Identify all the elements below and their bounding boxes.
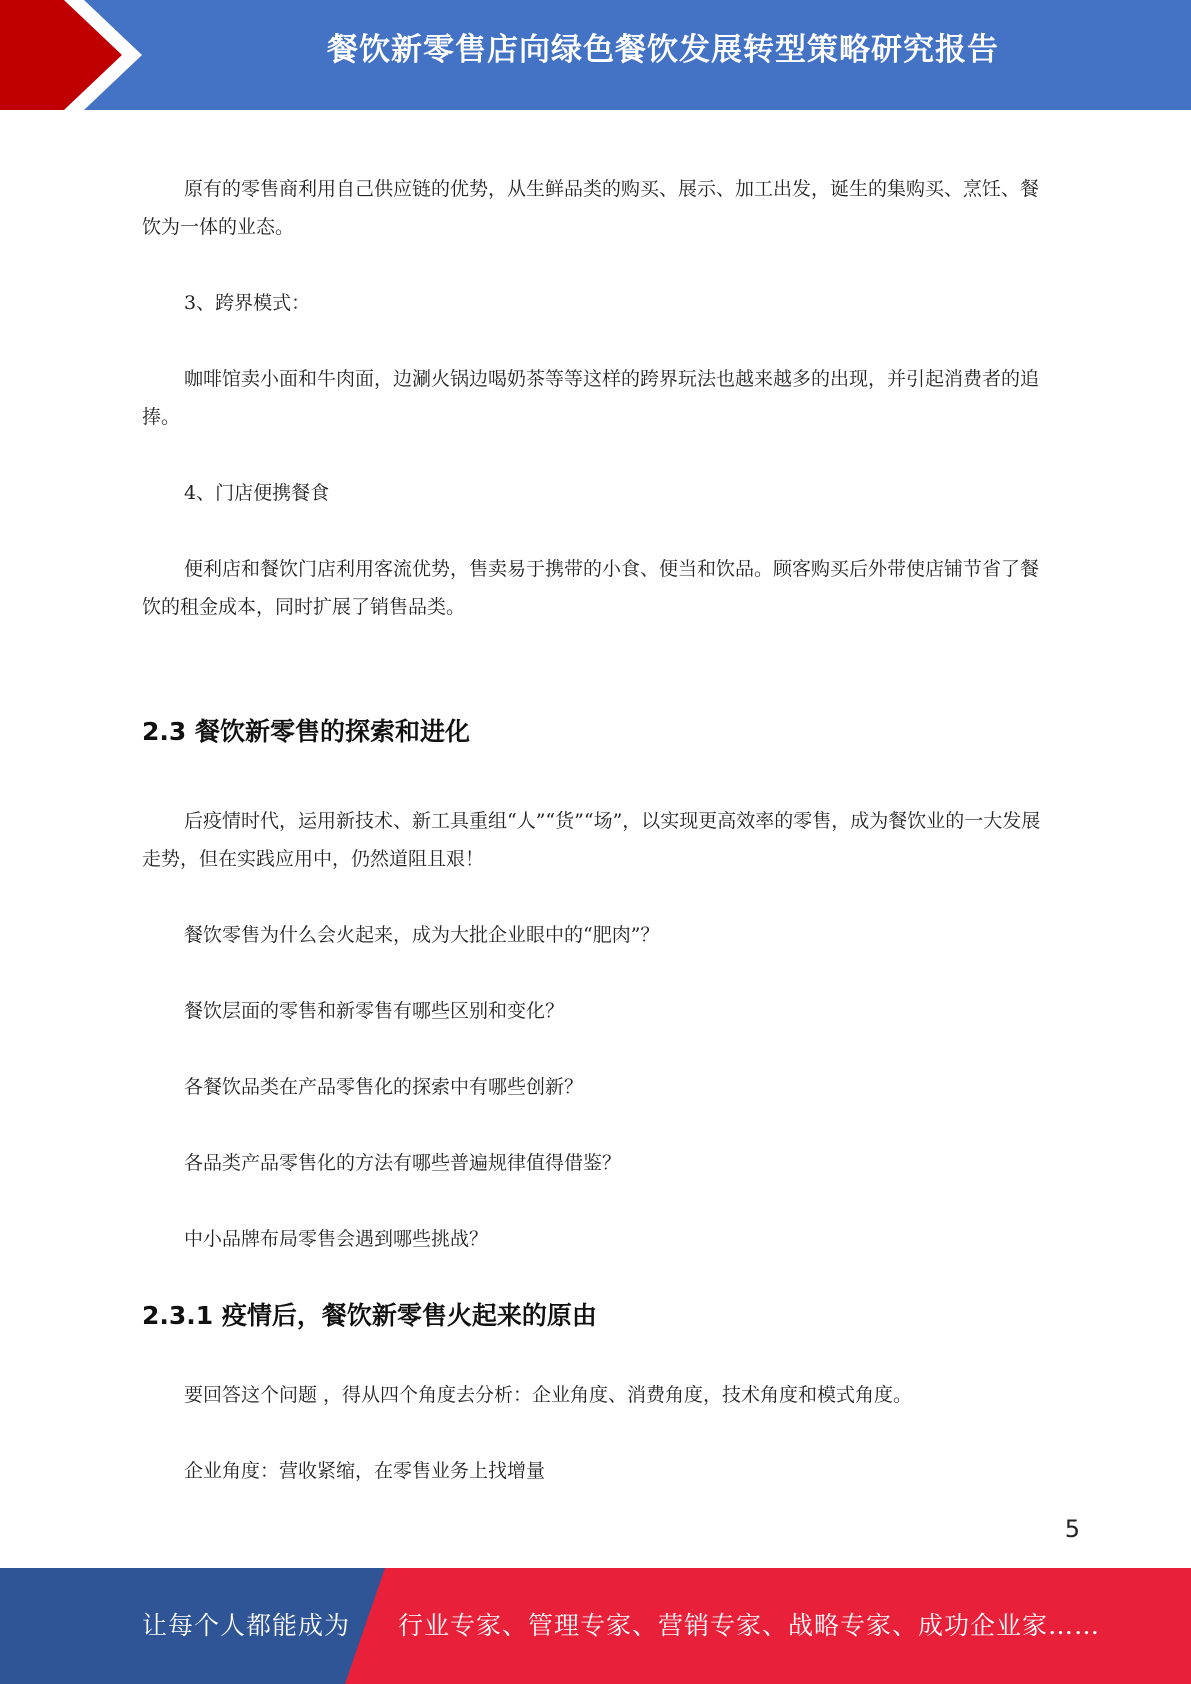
footer-banner [0, 1568, 1191, 1684]
document-title: 餐饮新零售店向绿色餐饮发展转型策略研究报告 [327, 32, 999, 68]
question-why-popular: 餐饮零售为什么会火起来，成为大批企业眼中的“肥肉”？ [184, 924, 660, 946]
paragraph-convenience-stores: 便利店和餐饮门店利用客流优势，售卖易于携带的小食、便当和饮品。顾客购买后外带使店铺节省了餐饮的租金成本，同时扩展了销售品类。 [142, 558, 1040, 618]
section-heading-2-3: 2.3 餐饮新零售的探索和进化 [142, 717, 470, 746]
paragraph-crossover-examples: 咖啡馆卖小面和牛肉面，边涮火锅边喝奶茶等等这样的跨界玩法也越来越多的出现，并引起消费者的追捧。 [142, 368, 1040, 428]
paragraph-enterprise-angle: 企业角度：营收紧缩，在零售业务上找增量 [184, 1460, 546, 1482]
question-differences: 餐饮层面的零售和新零售有哪些区别和变化？ [184, 1000, 565, 1022]
question-methods: 各品类产品零售化的方法有哪些普遍规律值得借鉴？ [184, 1152, 622, 1174]
question-challenges: 中小品牌布局零售会遇到哪些挑战？ [184, 1228, 489, 1250]
paragraph-retailer-supply-chain: 原有的零售商利用自己供应链的优势，从生鲜品类的购买、展示、加工出发，诞生的集购买、烹饪、餐饮为一体的业态。 [142, 178, 1040, 238]
header-chevron-decoration [0, 0, 160, 110]
footer-slogan-right: 行业专家、管理专家、营销专家、战略专家、成功企业家…… [398, 1611, 1101, 1640]
footer-slogan-left: 让每个人都能成为 [142, 1611, 351, 1640]
header-banner [0, 0, 1191, 110]
paragraph-post-pandemic: 后疫情时代，运用新技术、新工具重组“人”“货”“场”，以实现更高效率的零售，成为餐饮业的一大发展走势，但在实践应用中，仍然道阻且艰！ [142, 810, 1041, 870]
question-innovations: 各餐饮品类在产品零售化的探索中有哪些创新？ [184, 1076, 584, 1098]
list-item-crossover-mode: 3、跨界模式： [184, 292, 311, 314]
list-item-portable-meals: 4、门店便携餐食 [184, 482, 330, 504]
paragraph-four-angles: 要回答这个问题 ，得从四个角度去分析：企业角度、消费角度，技术角度和模式角度。 [184, 1384, 913, 1406]
section-heading-2-3-1: 2.3.1 疫情后，餐饮新零售火起来的原由 [142, 1301, 597, 1330]
page-number: 5 [1064, 1515, 1080, 1543]
